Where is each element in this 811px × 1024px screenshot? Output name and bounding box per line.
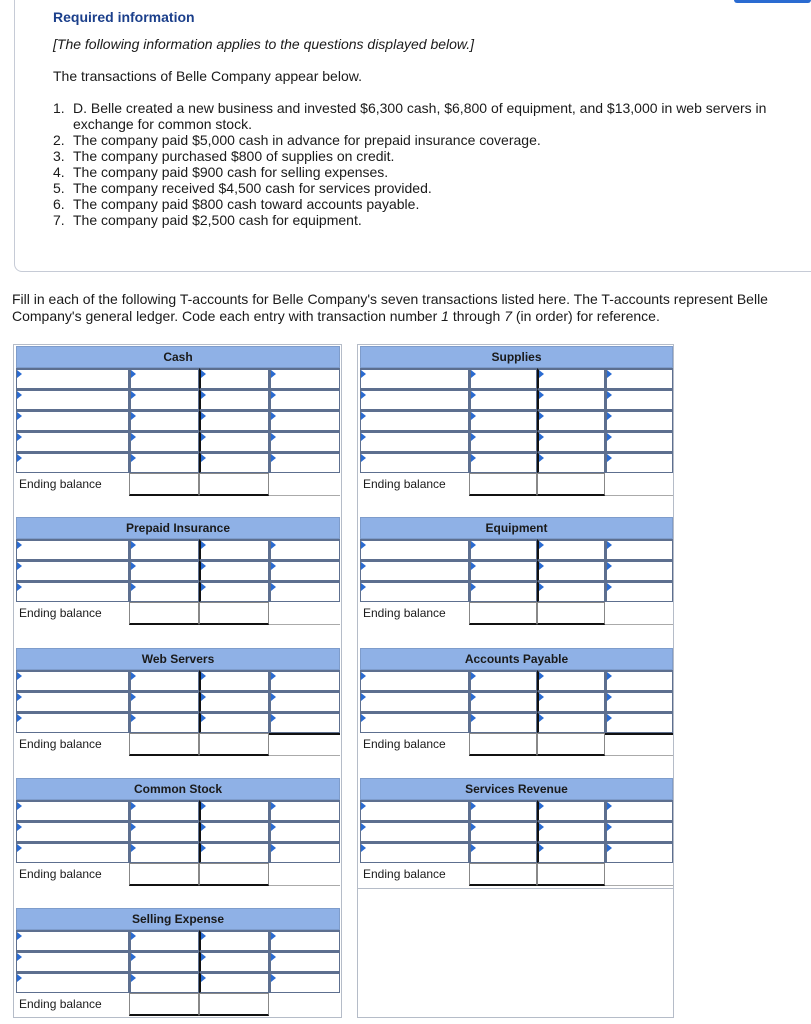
credit-ref-input[interactable]	[537, 539, 605, 560]
account-title-dropdown[interactable]	[360, 800, 469, 821]
taccount-title: Common Stock	[16, 778, 340, 800]
debit-ref-input[interactable]	[469, 691, 537, 712]
ending-balance-credit-input[interactable]	[537, 602, 605, 625]
credit-amount-input[interactable]	[269, 581, 340, 602]
credit-amount-input[interactable]	[605, 691, 673, 712]
taccount-title: Prepaid Insurance	[16, 517, 340, 539]
taccount-entry-row	[360, 368, 673, 389]
debit-ref-input[interactable]	[129, 691, 199, 712]
account-title-dropdown[interactable]	[16, 452, 129, 473]
debit-ref-input[interactable]	[129, 560, 199, 581]
debit-ref-input[interactable]	[129, 821, 199, 842]
ending-balance-credit-input[interactable]	[537, 473, 605, 496]
ending-balance-extra-cell	[269, 863, 340, 886]
credit-ref-input[interactable]	[537, 712, 605, 733]
taccount-entry-row	[16, 539, 340, 560]
account-title-dropdown[interactable]	[360, 560, 469, 581]
account-title-dropdown[interactable]	[360, 389, 469, 410]
debit-ref-input[interactable]	[469, 581, 537, 602]
taccount-supplies	[360, 346, 673, 496]
ending-balance-label: Ending balance	[363, 737, 446, 751]
credit-amount-input[interactable]	[269, 539, 340, 560]
credit-ref-input[interactable]	[199, 842, 269, 863]
credit-ref-input[interactable]	[199, 951, 269, 972]
taccount-accounts-payable	[360, 648, 673, 756]
ending-balance-extra-cell	[269, 473, 340, 496]
taccount-entry-row	[360, 539, 673, 560]
account-title-dropdown[interactable]	[16, 410, 129, 431]
account-title-dropdown[interactable]	[16, 560, 129, 581]
account-title-dropdown[interactable]	[360, 431, 469, 452]
taccount-prepaid-insurance	[16, 517, 340, 625]
ending-balance-extra-cell	[605, 863, 673, 886]
credit-ref-input[interactable]	[199, 581, 269, 602]
debit-ref-input[interactable]	[469, 452, 537, 473]
ending-balance-credit-input[interactable]	[199, 733, 269, 756]
taccount-entry-row	[360, 821, 673, 842]
ending-balance-extra-cell	[269, 733, 340, 756]
credit-amount-input[interactable]	[605, 431, 673, 452]
credit-amount-input[interactable]	[269, 951, 340, 972]
credit-ref-input[interactable]	[199, 452, 269, 473]
ending-balance-extra-cell	[605, 733, 673, 756]
taccount-title: Cash	[16, 346, 340, 368]
credit-ref-input[interactable]	[537, 410, 605, 431]
credit-amount-input[interactable]	[269, 972, 340, 993]
transactions-intro: The transactions of Belle Company appear below.	[53, 68, 362, 84]
ending-balance-extra-cell	[269, 602, 340, 625]
credit-ref-input[interactable]	[199, 410, 269, 431]
credit-amount-input[interactable]	[605, 800, 673, 821]
transaction-item: 6. The company paid $800 cash toward accounts payable.	[53, 196, 420, 212]
account-title-dropdown[interactable]	[16, 368, 129, 389]
taccount-entry-row	[16, 712, 340, 733]
credit-amount-input[interactable]	[605, 389, 673, 410]
account-title-dropdown[interactable]	[16, 842, 129, 863]
account-title-dropdown[interactable]	[360, 368, 469, 389]
debit-ref-input[interactable]	[129, 389, 199, 410]
ending-balance-row	[16, 473, 340, 496]
credit-amount-input[interactable]	[269, 800, 340, 821]
taccount-entry-row	[360, 670, 673, 691]
ending-balance-credit-input[interactable]	[199, 473, 269, 496]
account-title-dropdown[interactable]	[360, 452, 469, 473]
ending-balance-debit-input[interactable]	[129, 863, 199, 886]
credit-ref-input[interactable]	[537, 431, 605, 452]
debit-ref-input[interactable]	[469, 368, 537, 389]
taccount-entry-row	[360, 389, 673, 410]
ending-balance-row	[16, 993, 340, 1016]
account-title-dropdown[interactable]	[16, 821, 129, 842]
ending-balance-debit-input[interactable]	[469, 733, 537, 756]
row-separator	[357, 888, 674, 889]
debit-ref-input[interactable]	[129, 972, 199, 993]
credit-ref-input[interactable]	[537, 821, 605, 842]
taccount-entry-row	[360, 560, 673, 581]
debit-ref-input[interactable]	[129, 452, 199, 473]
debit-ref-input[interactable]	[129, 842, 199, 863]
taccount-entry-row	[16, 410, 340, 431]
taccount-title: Selling Expense	[16, 908, 340, 930]
account-title-dropdown[interactable]	[360, 691, 469, 712]
account-title-dropdown[interactable]	[16, 431, 129, 452]
taccount-entry-row	[16, 560, 340, 581]
account-title-dropdown[interactable]	[360, 539, 469, 560]
taccount-entry-row	[16, 368, 340, 389]
debit-ref-input[interactable]	[129, 712, 199, 733]
required-info-title: Required information	[53, 9, 195, 25]
transactions-list	[53, 100, 773, 228]
credit-amount-input[interactable]	[605, 842, 673, 863]
credit-ref-input[interactable]	[199, 389, 269, 410]
ending-balance-extra-cell	[605, 473, 673, 496]
taccount-entry-row	[360, 842, 673, 863]
taccount-entry-row	[16, 972, 340, 993]
debit-ref-input[interactable]	[469, 800, 537, 821]
credit-ref-input[interactable]	[199, 712, 269, 733]
debit-ref-input[interactable]	[469, 410, 537, 431]
taccount-web-servers	[16, 648, 340, 756]
credit-ref-input[interactable]	[537, 581, 605, 602]
transaction-item: 4. The company paid $900 cash for selling expenses.	[53, 164, 389, 180]
taccount-title: Web Servers	[16, 648, 340, 670]
credit-ref-input[interactable]	[199, 821, 269, 842]
ending-balance-row	[360, 602, 673, 625]
credit-amount-input[interactable]	[269, 368, 340, 389]
instructions-text	[12, 291, 811, 325]
taccount-entry-row	[360, 410, 673, 431]
credit-ref-input[interactable]	[537, 452, 605, 473]
taccount-entry-row	[16, 691, 340, 712]
ending-balance-row	[360, 863, 673, 886]
ending-balance-label: Ending balance	[19, 997, 102, 1011]
ending-balance-label: Ending balance	[19, 737, 102, 751]
taccount-entry-row	[16, 951, 340, 972]
taccount-title: Equipment	[360, 517, 673, 539]
account-title-dropdown[interactable]	[16, 930, 129, 951]
account-title-dropdown[interactable]	[16, 800, 129, 821]
credit-ref-input[interactable]	[199, 431, 269, 452]
instructions-line-1: Fill in each of the following T-accounts for Belle Company's seven transactions listed here. The T-accounts represent Belle	[12, 291, 768, 307]
taccount-title: Services Revenue	[360, 778, 673, 800]
transaction-item: 3. The company purchased $800 of supplies on credit.	[53, 148, 395, 164]
credit-amount-input[interactable]	[269, 821, 340, 842]
taccount-common-stock	[16, 778, 340, 886]
taccount-entry-row	[16, 842, 340, 863]
transaction-item: 7. The company paid $2,500 cash for equipment.	[53, 212, 362, 228]
ending-balance-credit-input[interactable]	[199, 993, 269, 1016]
credit-amount-input[interactable]	[269, 560, 340, 581]
account-title-dropdown[interactable]	[16, 972, 129, 993]
ending-balance-debit-input[interactable]	[469, 473, 537, 496]
debit-ref-input[interactable]	[129, 930, 199, 951]
ending-balance-label: Ending balance	[363, 606, 446, 620]
ending-balance-row	[16, 863, 340, 886]
ending-balance-debit-input[interactable]	[129, 602, 199, 625]
account-title-dropdown[interactable]	[360, 581, 469, 602]
debit-ref-input[interactable]	[129, 670, 199, 691]
transaction-item: 5. The company received $4,500 cash for services provided.	[53, 180, 432, 196]
credit-ref-input[interactable]	[199, 930, 269, 951]
account-title-dropdown[interactable]	[16, 581, 129, 602]
ending-balance-label: Ending balance	[19, 606, 102, 620]
debit-ref-input[interactable]	[469, 712, 537, 733]
credit-ref-input[interactable]	[537, 842, 605, 863]
transaction-item: 1. D. Belle created a new business and invested $6,300 cash, $6,800 of equipment, and $13,000 in web servers in exchange for common stock.	[53, 100, 767, 132]
ending-balance-debit-input[interactable]	[129, 473, 199, 496]
debit-ref-input[interactable]	[469, 539, 537, 560]
taccount-selling-expense	[16, 908, 340, 1016]
credit-amount-input[interactable]	[269, 670, 340, 691]
ending-balance-debit-input[interactable]	[129, 993, 199, 1016]
taccount-title: Supplies	[360, 346, 673, 368]
transaction-item: 2. The company paid $5,000 cash in advance for prepaid insurance coverage.	[53, 132, 541, 148]
debit-ref-input[interactable]	[469, 842, 537, 863]
credit-amount-input[interactable]	[269, 431, 340, 452]
credit-amount-input[interactable]	[605, 560, 673, 581]
credit-ref-input[interactable]	[537, 389, 605, 410]
debit-ref-input[interactable]	[129, 431, 199, 452]
credit-amount-input[interactable]	[269, 842, 340, 863]
account-title-dropdown[interactable]	[360, 670, 469, 691]
ending-balance-row	[360, 473, 673, 496]
taccount-services-revenue	[360, 778, 673, 886]
credit-amount-input[interactable]	[605, 581, 673, 602]
ending-balance-debit-input[interactable]	[469, 602, 537, 625]
taccount-entry-row	[360, 431, 673, 452]
credit-ref-input[interactable]	[199, 800, 269, 821]
credit-amount-input[interactable]	[605, 670, 673, 691]
account-title-dropdown[interactable]	[16, 539, 129, 560]
ending-balance-debit-input[interactable]	[129, 733, 199, 756]
required-info-subtitle: [The following information applies to the questions displayed below.]	[53, 36, 475, 52]
taccount-entry-row	[360, 712, 673, 733]
taccount-entry-row	[16, 389, 340, 410]
ending-balance-credit-input[interactable]	[537, 733, 605, 756]
debit-ref-input[interactable]	[129, 581, 199, 602]
taccount-equipment	[360, 517, 673, 625]
ending-balance-label: Ending balance	[363, 867, 446, 881]
debit-ref-input[interactable]	[469, 431, 537, 452]
ending-balance-extra-cell	[605, 602, 673, 625]
credit-ref-input[interactable]	[537, 800, 605, 821]
credit-amount-input[interactable]	[605, 712, 673, 733]
ending-balance-row	[360, 733, 673, 756]
ending-balance-row	[16, 733, 340, 756]
taccount-cash	[16, 346, 340, 496]
taccount-entry-row	[16, 431, 340, 452]
account-title-dropdown[interactable]	[360, 842, 469, 863]
taccount-title: Accounts Payable	[360, 648, 673, 670]
credit-amount-input[interactable]	[269, 712, 340, 733]
debit-ref-input[interactable]	[129, 410, 199, 431]
credit-amount-input[interactable]	[269, 389, 340, 410]
account-title-dropdown[interactable]	[16, 951, 129, 972]
debit-ref-input[interactable]	[469, 821, 537, 842]
taccount-entry-row	[16, 821, 340, 842]
taccount-entry-row	[16, 581, 340, 602]
taccount-entry-row	[16, 670, 340, 691]
ending-balance-credit-input[interactable]	[199, 602, 269, 625]
credit-amount-input[interactable]	[605, 821, 673, 842]
credit-amount-input[interactable]	[269, 930, 340, 951]
account-title-dropdown[interactable]	[360, 712, 469, 733]
credit-ref-input[interactable]	[537, 368, 605, 389]
taccount-entry-row	[360, 691, 673, 712]
taccount-entry-row	[360, 800, 673, 821]
account-title-dropdown[interactable]	[16, 691, 129, 712]
taccount-entry-row	[16, 800, 340, 821]
account-title-dropdown[interactable]	[16, 712, 129, 733]
taccount-entry-row	[360, 452, 673, 473]
ending-balance-label: Ending balance	[363, 477, 446, 491]
credit-ref-input[interactable]	[537, 670, 605, 691]
account-title-dropdown[interactable]	[360, 821, 469, 842]
credit-ref-input[interactable]	[199, 670, 269, 691]
debit-ref-input[interactable]	[469, 670, 537, 691]
credit-amount-input[interactable]	[605, 410, 673, 431]
credit-ref-input[interactable]	[199, 368, 269, 389]
credit-amount-input[interactable]	[269, 452, 340, 473]
debit-ref-input[interactable]	[469, 560, 537, 581]
credit-amount-input[interactable]	[605, 452, 673, 473]
debit-ref-input[interactable]	[129, 539, 199, 560]
taccount-entry-row	[16, 452, 340, 473]
credit-ref-input[interactable]	[537, 560, 605, 581]
account-title-dropdown[interactable]	[16, 389, 129, 410]
ending-balance-credit-input[interactable]	[199, 863, 269, 886]
credit-ref-input[interactable]	[537, 691, 605, 712]
taccount-entry-row	[360, 581, 673, 602]
debit-ref-input[interactable]	[129, 951, 199, 972]
debit-ref-input[interactable]	[129, 368, 199, 389]
ending-balance-credit-input[interactable]	[537, 863, 605, 886]
credit-ref-input[interactable]	[199, 539, 269, 560]
taccount-entry-row	[16, 930, 340, 951]
ending-balance-label: Ending balance	[19, 477, 102, 491]
account-title-dropdown[interactable]	[16, 670, 129, 691]
debit-ref-input[interactable]	[129, 800, 199, 821]
account-title-dropdown[interactable]	[360, 410, 469, 431]
credit-ref-input[interactable]	[199, 560, 269, 581]
credit-amount-input[interactable]	[605, 368, 673, 389]
ending-balance-label: Ending balance	[19, 867, 102, 881]
instructions-line-2: Company's general ledger. Code each entry with transaction number 1 through 7 (in order) for reference.	[12, 308, 660, 324]
credit-amount-input[interactable]	[269, 691, 340, 712]
credit-ref-input[interactable]	[199, 691, 269, 712]
ending-balance-debit-input[interactable]	[469, 863, 537, 886]
credit-amount-input[interactable]	[269, 410, 340, 431]
credit-amount-input[interactable]	[605, 539, 673, 560]
ending-balance-row	[16, 602, 340, 625]
debit-ref-input[interactable]	[469, 389, 537, 410]
credit-ref-input[interactable]	[199, 972, 269, 993]
